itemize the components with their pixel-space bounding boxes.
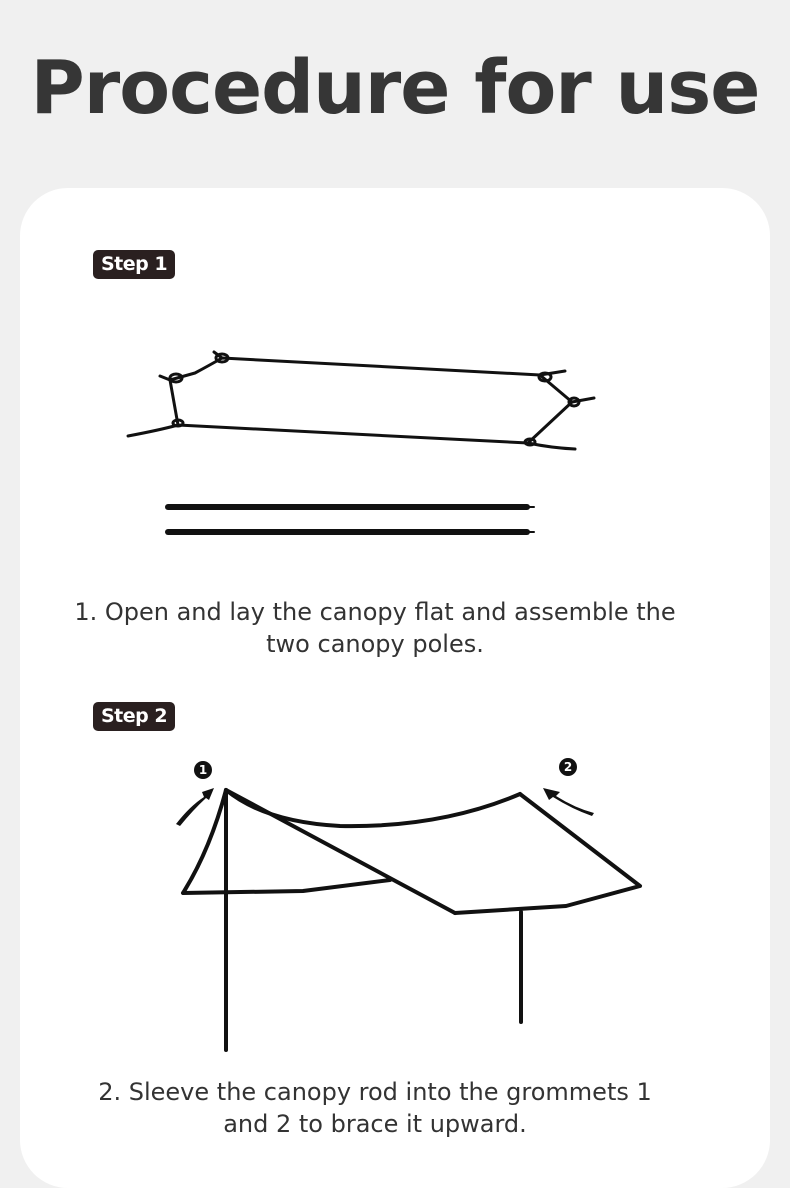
- step-1-caption-line2: two canopy poles.: [266, 630, 484, 658]
- step-1-badge: Step 1: [93, 250, 175, 279]
- step-2-caption-line1: 2. Sleeve the canopy rod into the grommets 1: [98, 1078, 652, 1106]
- step-1-caption: [60, 596, 690, 660]
- step-2-caption: [60, 1076, 690, 1140]
- step-2-badge: Step 2: [93, 702, 175, 731]
- step-1-caption-line1: 1. Open and lay the canopy flat and assemble the: [74, 598, 676, 626]
- page-title: Procedure for use: [30, 45, 760, 131]
- grommet-markers: [194, 758, 577, 779]
- raised-canopy-drawing: [183, 790, 640, 1050]
- marker-1-label: 1: [198, 763, 208, 777]
- flat-canopy-drawing: [128, 352, 594, 449]
- step-2-caption-line2: and 2 to brace it upward.: [223, 1110, 527, 1138]
- marker-2-label: 2: [563, 760, 573, 774]
- canopy-poles: [168, 507, 534, 532]
- arrow-up-left: [176, 788, 214, 826]
- arrow-up-right: [543, 788, 594, 816]
- lift-arrows: [176, 788, 594, 826]
